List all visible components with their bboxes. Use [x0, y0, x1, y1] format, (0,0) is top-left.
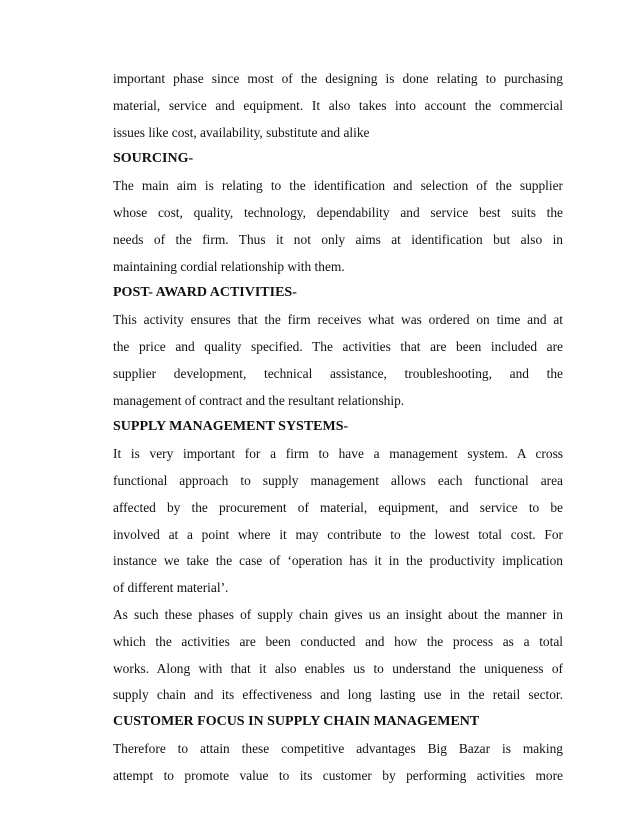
paragraph-line: maintaining cordial relationship with them.	[113, 258, 345, 274]
section-heading-customer-focus: CUSTOMER FOCUS IN SUPPLY CHAIN MANAGEMENT	[113, 714, 480, 730]
paragraph-line: It is very important for a firm to have a management system. A cross	[113, 446, 563, 462]
paragraph-line: The main aim is relating to the identification and selection of the supplier	[113, 178, 563, 194]
paragraph-line: which the activities are been conducted and how the process as a total	[113, 633, 563, 649]
paragraph-line: Therefore to attain these competitive advantages Big Bazar is making	[113, 740, 563, 756]
paragraph-line: instance we take the case of ‘operation has it in the productivity implication	[113, 553, 563, 569]
section-heading-post-award: POST- AWARD ACTIVITIES-	[113, 285, 297, 301]
paragraph-line: the price and quality specified. The activities that are been included are	[113, 338, 563, 354]
paragraph-line: whose cost, quality, technology, dependability and service best suits the	[113, 204, 563, 220]
paragraph-line: material, service and equipment. It also takes into account the commercial	[113, 97, 563, 113]
paragraph-line: attempt to promote value to its customer by performing activities more	[113, 767, 563, 783]
paragraph-line: As such these phases of supply chain gives us an insight about the manner in	[113, 606, 563, 622]
document-page	[113, 66, 563, 790]
paragraph-line: This activity ensures that the firm receives what was ordered on time and at	[113, 312, 563, 328]
paragraph-line: works. Along with that it also enables us to understand the uniqueness of	[113, 660, 563, 676]
section-heading-supply-management-systems: SUPPLY MANAGEMENT SYSTEMS-	[113, 419, 349, 435]
paragraph-line: supplier development, technical assistance, troubleshooting, and the	[113, 365, 563, 381]
paragraph-line: management of contract and the resultant relationship.	[113, 392, 405, 408]
section-heading-sourcing: SOURCING-	[113, 151, 194, 167]
paragraph-line: important phase since most of the designing is done relating to purchasing	[113, 71, 563, 86]
paragraph-line: of different material’.	[113, 580, 229, 596]
paragraph-line: involved at a point where it may contribute to the lowest total cost. For	[113, 526, 563, 542]
paragraph-line: needs of the firm. Thus it not only aims at identification but also in	[113, 231, 563, 247]
paragraph-line: supply chain and its effectiveness and long lasting use in the retail sector.	[113, 687, 563, 703]
paragraph-line: functional approach to supply management allows each functional area	[113, 472, 563, 488]
paragraph-line: issues like cost, availability, substitute and alike	[113, 124, 370, 140]
paragraph-line: affected by the procurement of material, equipment, and service to be	[113, 499, 563, 515]
